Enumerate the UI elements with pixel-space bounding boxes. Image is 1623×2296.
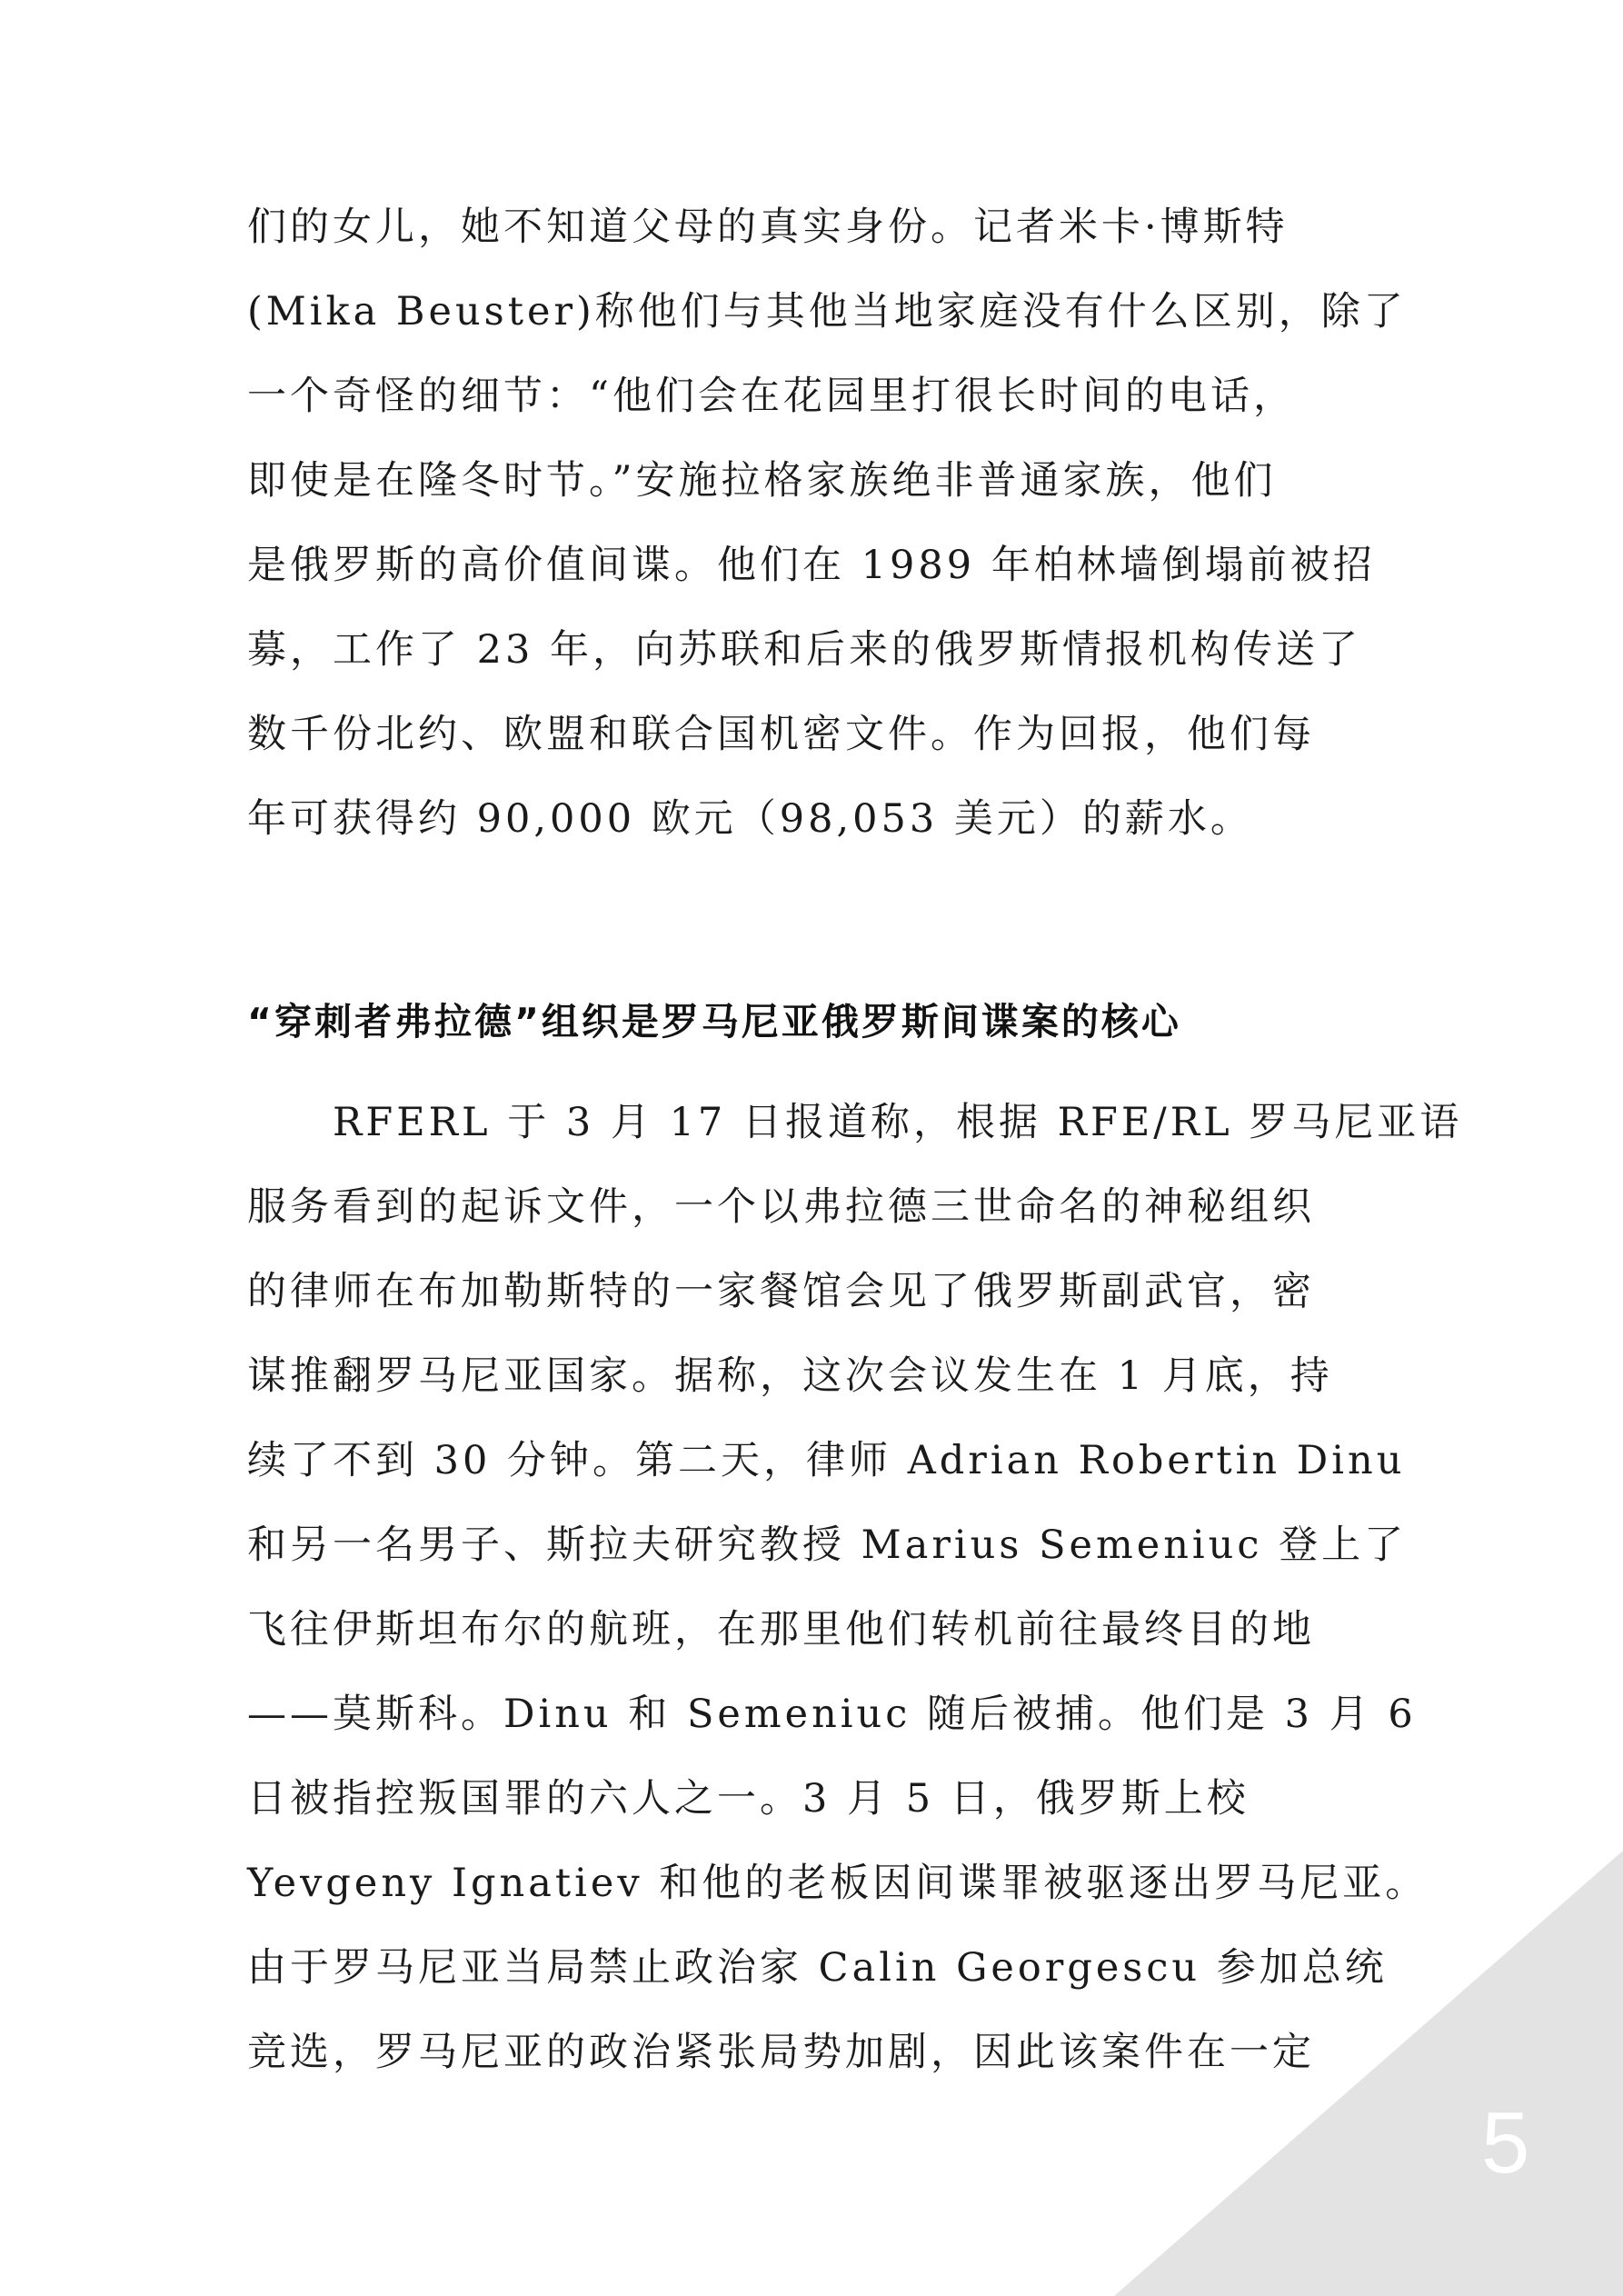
paragraph-line: 竞选，罗马尼亚的政治紧张局势加剧，因此该案件在一定 — [247, 2030, 1315, 2075]
paragraph-line: RFERL 于 3 月 17 日报道称，根据 RFE/RL 罗马尼亚语 — [247, 1100, 1463, 1145]
paragraph-line: 续了不到 30 分钟。第二天，律师 Adrian Robertin Dinu — [247, 1438, 1406, 1483]
paragraph-line: (Mika Beuster)称他们与其他当地家庭没有什么区别，除了 — [247, 289, 1407, 334]
paragraph-line: 即使是在隆冬时节。”安施拉格家族绝非普通家族，他们 — [247, 458, 1277, 504]
paragraph-line: 是俄罗斯的高价值间谍。他们在 1989 年柏林墙倒塌前被招 — [247, 543, 1376, 588]
section-heading: “穿刺者弗拉德”组织是罗马尼亚俄罗斯间谍案的核心 — [247, 1000, 1181, 1043]
paragraph-line: ——莫斯科。Dinu 和 Semeniuc 随后被捕。他们是 3 月 6 — [247, 1692, 1417, 1737]
paragraph-line: 由于罗马尼亚当局禁止政治家 Calin Georgescu 参加总统 — [247, 1945, 1388, 1991]
paragraph-line: 飞往伊斯坦布尔的航班，在那里他们转机前往最终目的地 — [247, 1607, 1315, 1652]
paragraph-line: 数千份北约、欧盟和联合国机密文件。作为回报，他们每 — [247, 712, 1315, 757]
paragraph-line: 谋推翻罗马尼亚国家。据称，这次会议发生在 1 月底，持 — [247, 1353, 1333, 1399]
paragraph-line: 一个奇怪的细节：“他们会在花园里打很长时间的电话， — [247, 374, 1296, 419]
paragraph-line: 们的女儿，她不知道父母的真实身份。记者米卡·博斯特 — [247, 205, 1289, 250]
paragraph-line: 和另一名男子、斯拉夫研究教授 Marius Semeniuc 登上了 — [247, 1522, 1408, 1568]
paragraph-line: Yevgeny Ignatiev 和他的老板因间谍罪被驱逐出罗马尼亚。 — [247, 1861, 1429, 1906]
paragraph-line: 日被指控叛国罪的六人之一。3 月 5 日，俄罗斯上校 — [247, 1776, 1250, 1822]
paragraph-line: 年可获得约 90,000 欧元（98,053 美元）的薪水。 — [247, 796, 1253, 842]
paragraph-line: 募，工作了 23 年，向苏联和后来的俄罗斯情报机构传送了 — [247, 627, 1362, 673]
page-number: 5 — [1481, 2094, 1530, 2191]
paragraph-line: 服务看到的起诉文件，一个以弗拉德三世命名的神秘组织 — [247, 1184, 1315, 1230]
paragraph-line: 的律师在布加勒斯特的一家餐馆会见了俄罗斯副武官，密 — [247, 1269, 1315, 1314]
